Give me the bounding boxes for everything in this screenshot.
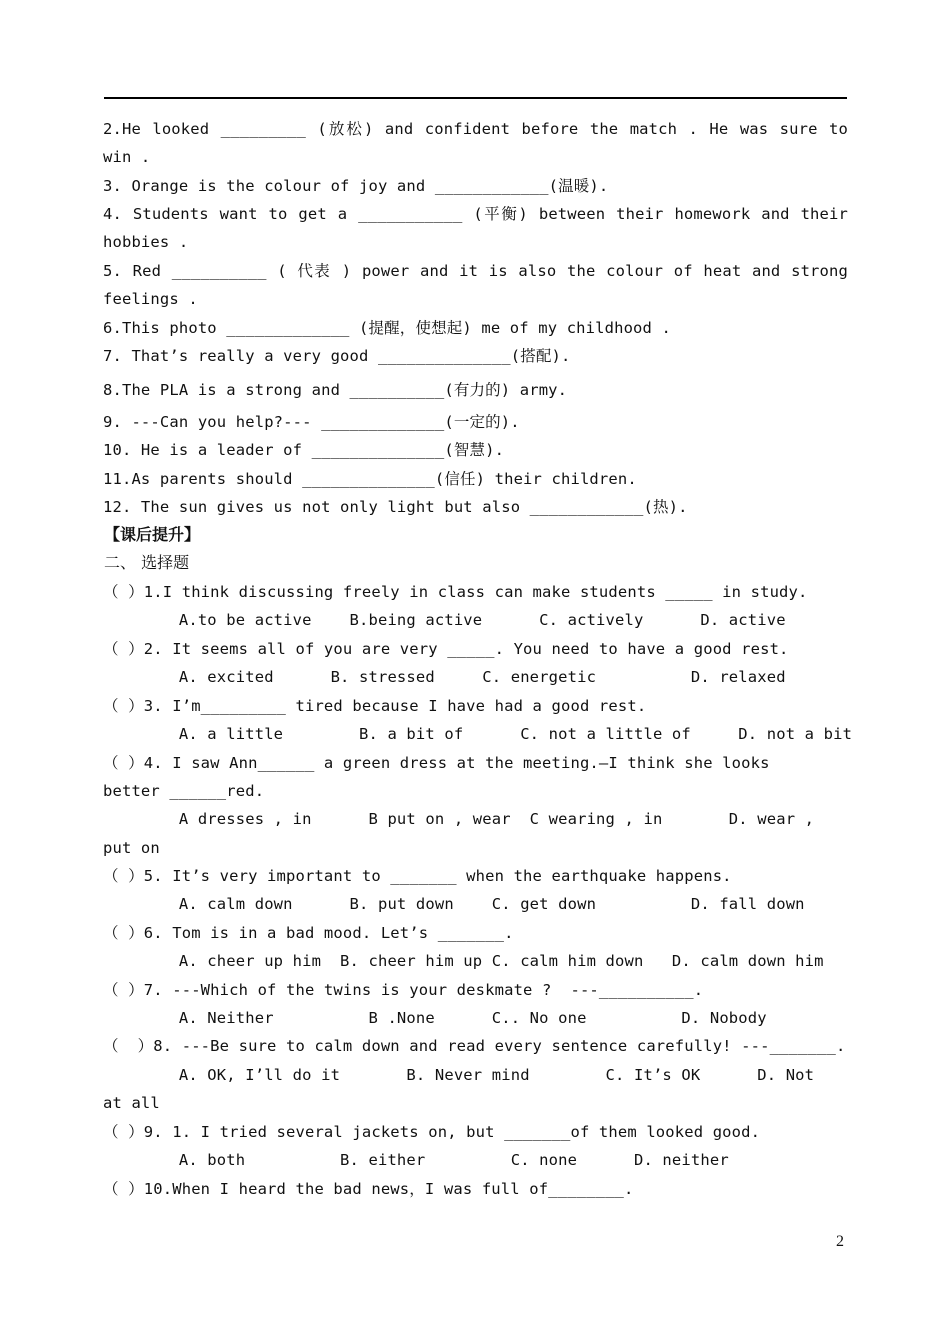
fill-in-line: 7. That’s really a very good ______________(搭配). (103, 347, 571, 365)
fill-in-line: 10. He is a leader of ______________(智慧). (103, 441, 505, 459)
answer-options: A. OK, I’ll do it B. Never mind C. It’s OK D. Not (103, 1066, 815, 1084)
fill-in-line: 2.He looked _________ (放松) and confident before the match . He was sure to (103, 120, 848, 138)
question-line: （ ）5. It’s very important to _______ when the earthquake happens. (103, 867, 732, 885)
section-heading-choice: 二、 选择题 (104, 553, 190, 572)
question-line: （ ）6. Tom is in a bad mood. Let’s _______. (103, 924, 514, 942)
answer-options: A. both B. either C. none D. neither (103, 1151, 729, 1169)
question-line: （ ）3. I’m_________ tired because I have had a good rest. (103, 697, 647, 715)
question-line: better ______red. (103, 782, 265, 800)
page-number: 2 (836, 1233, 844, 1250)
question-line: at all (103, 1094, 160, 1112)
fill-in-line: 8.The PLA is a strong and __________(有力的) army. (103, 381, 568, 399)
fill-in-line: win . (103, 148, 151, 166)
fill-in-line: hobbies . (103, 233, 189, 251)
answer-options: A.to be active B.being active C. actively D. active (103, 611, 786, 629)
answer-options: A. Neither B .None C.. No one D. Nobody (103, 1009, 767, 1027)
question-line: （ ）7. ---Which of the twins is your deskmate ? ---__________. (103, 981, 704, 999)
section-heading-after-class: 【课后提升】 (104, 525, 201, 544)
fill-in-line: 9. ---Can you help?--- _____________(一定的). (103, 413, 520, 431)
answer-options: A. excited B. stressed C. energetic D. relaxed (103, 668, 786, 686)
fill-in-line: 11.As parents should ______________(信任) their children. (103, 470, 637, 488)
answer-options: A. cheer up him B. cheer him up C. calm him down D. calm down him (103, 952, 824, 970)
fill-in-line: 5. Red __________ ( 代表 ) power and it is also the colour of heat and strong (103, 262, 848, 280)
fill-in-line: 6.This photo _____________ (提醒，使想起) me of my childhood . (103, 319, 671, 337)
answer-options: A. a little B. a bit of C. not a little of D. not a bit (103, 725, 853, 743)
question-line: （ ）1.I think discussing freely in class can make students _____ in study. (103, 583, 808, 601)
question-line: （ ）2. It seems all of you are very _____. You need to have a good rest. (103, 640, 789, 658)
answer-options: A dresses , in B put on , wear C wearing , in D. wear , (103, 810, 815, 828)
answer-options: A. calm down B. put down C. get down D. fall down (103, 895, 805, 913)
question-line: put on (103, 839, 160, 857)
fill-in-line: feelings . (103, 290, 198, 308)
question-line: （ ）8. ---Be sure to calm down and read every sentence carefully! ---_______. (103, 1037, 846, 1055)
header-rule (104, 97, 847, 99)
question-line: （ ）10.When I heard the bad news，I was full of________. (103, 1180, 634, 1198)
fill-in-line: 3. Orange is the colour of joy and ____________(温暖). (103, 177, 609, 195)
fill-in-line: 4. Students want to get a ___________ (平衡) between their homework and their (103, 205, 848, 223)
question-line: （ ）9. 1. I tried several jackets on, but _______of them looked good. (103, 1123, 761, 1141)
fill-in-line: 12. The sun gives us not only light but also ____________(热). (103, 498, 688, 516)
question-line: （ ）4. I saw Ann______ a green dress at the meeting.—I think she looks (103, 754, 770, 772)
